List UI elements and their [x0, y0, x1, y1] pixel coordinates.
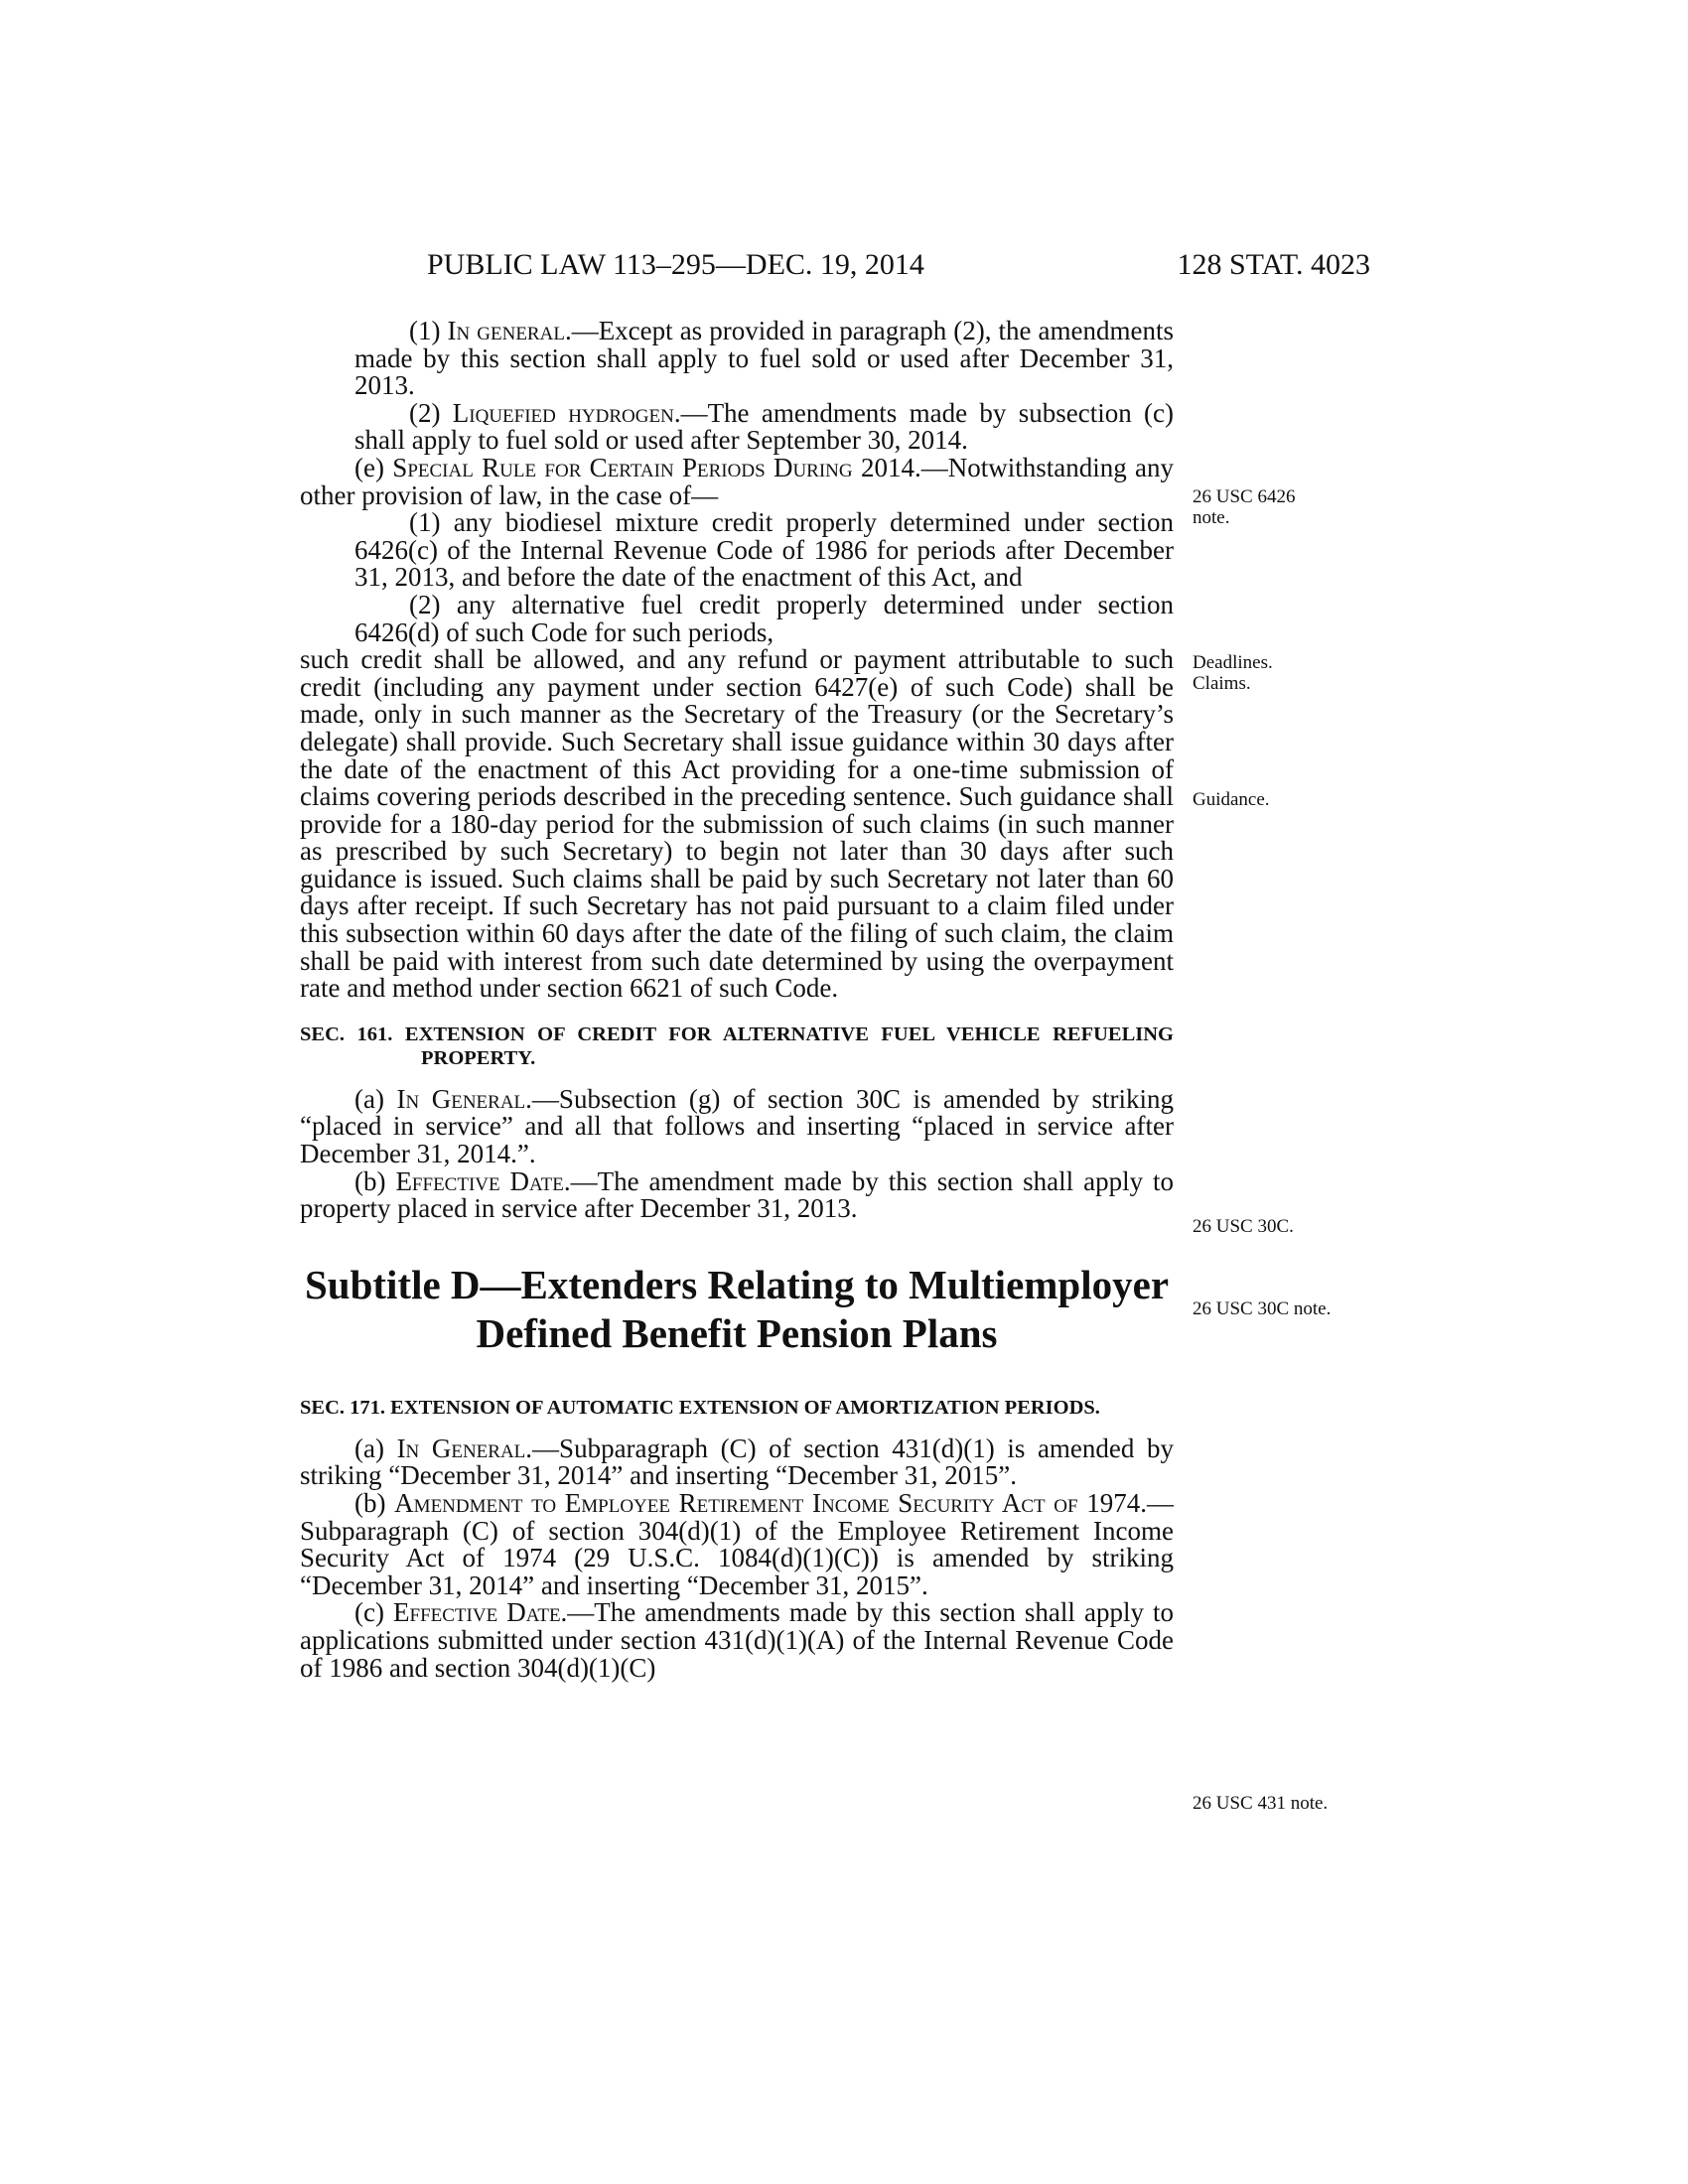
margin-note-26-usc-6426: 26 USC 6426 note.	[1193, 486, 1296, 528]
margin-note-deadlines: Deadlines.	[1193, 652, 1273, 673]
section-161-heading: SEC. 161. EXTENSION OF CREDIT FOR ALTERNATIVE FUEL VEHICLE REFUELING PROPERTY.	[300, 1023, 1174, 1069]
margin-note-26-usc-30c: 26 USC 30C.	[1193, 1216, 1294, 1237]
section-171-heading: SEC. 171. EXTENSION OF AUTOMATIC EXTENSION OF AMORTIZATION PERIODS.	[300, 1396, 1100, 1419]
margin-note-guidance: Guidance.	[1193, 789, 1270, 810]
margin-note-26-usc-30c-note: 26 USC 30C note.	[1193, 1298, 1332, 1319]
clause-1-biodiesel-credit: (1) any biodiesel mixture credit properly determined under section 6426(c) of the Internal Revenue Code of 1986 for periods after December 31, 2013, and before the date of the enactment of this Act, and	[354, 507, 1174, 593]
subsection-e-special-rule: (e) Special Rule for Certain Periods During 2014.—Notwithstanding any other provision of law, in the case of—	[300, 452, 1175, 510]
margin-note-26-usc-431: 26 USC 431 note.	[1193, 1793, 1329, 1814]
statute-page-number: 128 STAT. 4023	[1177, 248, 1370, 281]
subtitle-d-heading: Subtitle D—Extenders Relating to Multiemployer Defined Benefit Pension Plans	[304, 1261, 1170, 1356]
section-161-subsection-b: (b) Effective Date.—The amendment made by this section shall apply to property placed in service after December 31, 2013.	[300, 1165, 1175, 1224]
section-171-subsection-c: (c) Effective Date.—The amendments made by this section shall apply to applications submitted under section 431(d)(1)(A) of the Internal Revenue Code of 1986 and section 304(d)(1)(C)	[300, 1597, 1174, 1683]
section-171-subsection-b: (b) Amendment to Employee Retirement Income Security Act of 1974.—Subparagraph (C) of section 304(d)(1) of the Employee Retirement Income Security Act of 1974 (29 U.S.C. 1084(d)(1)(C)) is amended by striking “December 31, 2014” and inserting “December 31, 2015”.	[300, 1488, 1174, 1600]
public-law-citation: PUBLIC LAW 113–295—DEC. 19, 2014	[427, 248, 924, 281]
section-161-subsection-a: (a) In General.—Subsection (g) of section 30C is amended by striking “placed in service” and all that follows and inserting “placed in service after December 31, 2014.”.	[300, 1083, 1175, 1169]
main-text-column	[300, 318, 1174, 1682]
section-171-subsection-a: (a) In General.—Subparagraph (C) of section 431(d)(1) is amended by striking “December 31, 2014” and inserting “December 31, 2015”.	[300, 1433, 1174, 1491]
flush-paragraph-credit-allowance: such credit shall be allowed, and any refund or payment attributable to such credit (including any payment under section 6427(e) of such Code) shall be made, only in such manner as the Secretary of the Treasury (or the Secretary’s delegate) shall provide. Such Secretary shall issue guidance within 30 days after the date of the enactment of this Act providing for a one-time submission of claims covering periods described in the preceding sentence. Such guidance shall provide for a 180-day period for the submission of such claims (in such manner as prescribed by such Secretary) to begin not later than 30 days after such guidance is issued. Such claims shall be paid by such Secretary not later than 60 days after receipt. If such Secretary has not paid pursuant to a claim filed under this subsection within 60 days after the date of the filing of such claim, the claim shall be paid with interest from such date determined by using the overpayment rate and method under section 6621 of such Code.	[300, 644, 1174, 1004]
clause-2-alternative-fuel-credit: (2) any alternative fuel credit properly determined under section 6426(d) of such Code for such periods,	[354, 589, 1175, 647]
page-header	[427, 248, 1370, 288]
margin-note-deadlines-claims	[1193, 652, 1381, 694]
paragraph-1-in-general: (1) In general.—Except as provided in paragraph (2), the amendments made by this section shall apply to fuel sold or used after December 31, 2013.	[354, 316, 1175, 401]
paragraph-2-liquefied-hydrogen: (2) Liquefied hydrogen.—The amendments made by subsection (c) shall apply to fuel sold or used after September 30, 2014.	[354, 397, 1174, 456]
margin-note-claims: Claims.	[1193, 673, 1251, 694]
